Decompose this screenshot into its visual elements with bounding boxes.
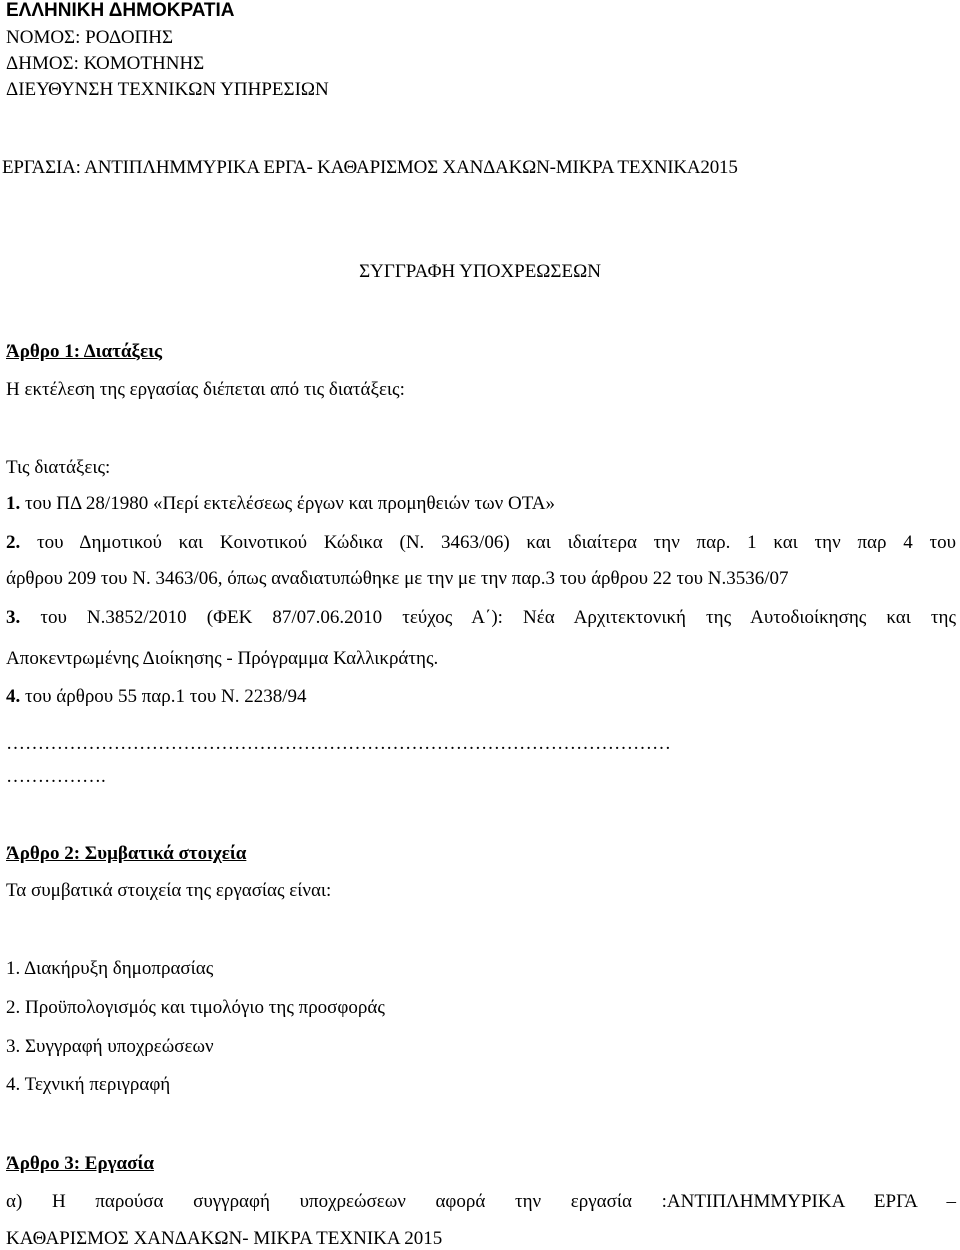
article1-sub-intro: Τις διατάξεις: — [6, 457, 111, 478]
item-number: 2. — [6, 532, 21, 553]
article2-item-3: 3. Συγγραφή υποχρεώσεων — [6, 1036, 214, 1057]
directorate-line: ΔΙΕΥΘΥΝΣΗ ΤΕΧΝΙΚΩΝ ΥΠΗΡΕΣΙΩΝ — [6, 79, 329, 100]
article2-heading: Άρθρο 2: Συμβατικά στοιχεία — [6, 843, 247, 864]
project-title: ΕΡΓΑΣΙΑ: ΑΝΤΙΠΛΗΜΜΥΡΙΚΑ ΕΡΓΑ- ΚΑΘΑΡΙΣΜΟΣ ΧΑΝΔΑΚΩΝ-ΜΙΚΡΑ ΤΕΧΝΙΚΑ2015 — [2, 157, 738, 178]
article1-item-4 — [6, 686, 956, 708]
municipality-line: ΔΗΜΟΣ: ΚΟΜΟΤΗΝΗΣ — [6, 53, 205, 74]
article2-intro: Τα συμβατικά στοιχεία της εργασίας είναι: — [6, 880, 332, 901]
item-number: 1. — [6, 493, 21, 514]
article1-heading: Άρθρο 1: Διατάξεις — [6, 341, 163, 362]
article2-item-1: 1. Διακήρυξη δημοπρασίας — [6, 958, 214, 979]
article1-item-3 — [6, 607, 956, 629]
placeholder-dots-2: ……………. — [6, 766, 106, 787]
item-text: του ΠΔ 28/1980 «Περί εκτελέσεως έργων και προμηθειών των ΟΤΑ» — [20, 493, 556, 514]
item-text: του άρθρου 55 παρ.1 του Ν. 2238/94 — [20, 686, 307, 707]
item-number: 4. — [6, 686, 21, 707]
placeholder-dots-1: …………………………………………………………………………………………… — [6, 733, 671, 754]
prefecture-line: ΝΟΜΟΣ: ΡΟΔΟΠΗΣ — [6, 27, 174, 48]
document-title: ΣΥΓΓΡΑΦΗ ΥΠΟΧΡΕΩΣΕΩΝ — [359, 261, 601, 282]
article3-line-1: α) Η παρούσα συγγραφή υποχρεώσεων αφορά την εργασία :ΑΝΤΙΠΛΗΜΜΥΡΙΚΑ ΕΡΓΑ – — [6, 1191, 956, 1212]
article2-item-2: 2. Προϋπολογισμός και τιμολόγιο της προσφοράς — [6, 997, 385, 1018]
item-text: Αποκεντρωμένης Διοίκησης - Πρόγραμμα Καλλικράτης. — [6, 648, 439, 669]
article1-item-1 — [6, 493, 956, 515]
article1-intro: Η εκτέλεση της εργασίας διέπεται από τις διατάξεις: — [6, 379, 405, 400]
republic-heading: ΕΛΛΗΝΙΚΗ ΔΗΜΟΚΡΑΤΙΑ — [6, 0, 235, 21]
article1-item-2-cont — [6, 568, 956, 590]
item-text: άρθρου 209 του Ν. 3463/06, όπως αναδιατυπώθηκε με την με την παρ.3 του άρθρου 22 του Ν.3536/07 — [6, 568, 789, 589]
article3-heading: Άρθρο 3: Εργασία — [6, 1153, 154, 1174]
item-text: του Ν.3852/2010 (ΦΕΚ 87/07.06.2010 τεύχος Α΄): Νέα Αρχιτεκτονική της Αυτοδιοίκησης και της — [20, 607, 956, 628]
item-text: του Δημοτικού και Κοινοτικού Κώδικα (Ν. 3463/06) και ιδιαίτερα την παρ. 1 και την παρ 4 του — [20, 532, 956, 553]
article1-item-3-cont — [6, 648, 956, 670]
article1-item-2 — [6, 532, 956, 554]
article3-line-2: ΚΑΘΑΡΙΣΜΟΣ ΧΑΝΔΑΚΩΝ- ΜΙΚΡΑ ΤΕΧΝΙΚΑ 2015 — [6, 1228, 443, 1249]
article2-item-4: 4. Τεχνική περιγραφή — [6, 1074, 171, 1095]
item-number: 3. — [6, 607, 21, 628]
